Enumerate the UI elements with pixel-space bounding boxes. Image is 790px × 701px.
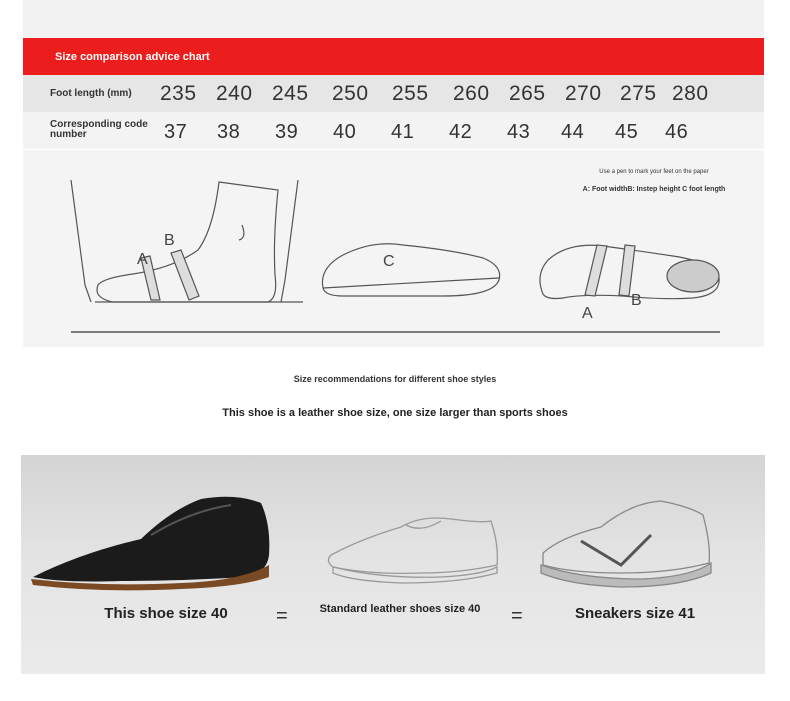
marker-a: A (582, 305, 593, 322)
code-number-value: 42 (449, 121, 473, 143)
equals-sign: = (276, 605, 288, 627)
measurement-diagram (23, 150, 764, 347)
sneaker-outline (541, 501, 711, 587)
top-strip (23, 0, 764, 38)
foot-length-label: Foot length (mm) (50, 88, 132, 99)
recommendation-title: Size recommendations for different shoe styles (293, 374, 497, 384)
foot-length-value: 245 (272, 82, 309, 105)
marker-a: A (137, 251, 148, 268)
size-chart-title: Size comparison advice chart (55, 50, 210, 63)
measurement-note-title: Use a pen to mark your feet on the paper (599, 169, 709, 175)
leather-shoe-outline (328, 518, 497, 583)
foot-length-value: 255 (392, 82, 429, 105)
measurement-note-text: A: Foot widthB: Instep height C foot length (582, 186, 726, 193)
foot-length-value: 240 (216, 82, 253, 105)
foot-length-row (23, 75, 764, 112)
leather-shoe-size: Standard leather shoes size 40 (319, 603, 481, 615)
foot-length-value: 265 (509, 82, 546, 105)
equals-sign: = (511, 605, 523, 627)
code-number-label: Corresponding code number (50, 119, 148, 140)
foot-length-value: 250 (332, 82, 369, 105)
code-number-value: 39 (275, 121, 299, 143)
code-number-value: 38 (217, 121, 241, 143)
foot-length-value: 260 (453, 82, 490, 105)
code-number-value: 45 (615, 121, 639, 143)
this-shoe-size: This shoe size 40 (104, 605, 228, 622)
foot-length-value: 235 (160, 82, 197, 105)
measurement-note (559, 168, 749, 194)
sneaker-size: Sneakers size 41 (574, 605, 696, 622)
foot-length-value: 280 (672, 82, 709, 105)
code-number-value: 41 (391, 121, 415, 143)
code-number-value: 40 (333, 121, 357, 143)
leather-loafer-image (31, 497, 269, 591)
code-number-value: 43 (507, 121, 531, 143)
shoe-comparison (21, 455, 765, 674)
recommendation-note: This shoe is a leather shoe size, one size larger than sports shoes (222, 407, 568, 419)
marker-b: B (164, 232, 175, 249)
foot-length-value: 275 (620, 82, 657, 105)
marker-c: C (383, 253, 395, 270)
foot-length-value: 270 (565, 82, 602, 105)
code-number-value: 44 (561, 121, 585, 143)
marker-b: B (631, 292, 642, 309)
code-number-value: 37 (164, 121, 188, 143)
code-number-value: 46 (665, 121, 689, 143)
shoe-illustrations (21, 455, 765, 674)
size-chart-header (23, 38, 764, 75)
code-number-row (23, 112, 764, 149)
